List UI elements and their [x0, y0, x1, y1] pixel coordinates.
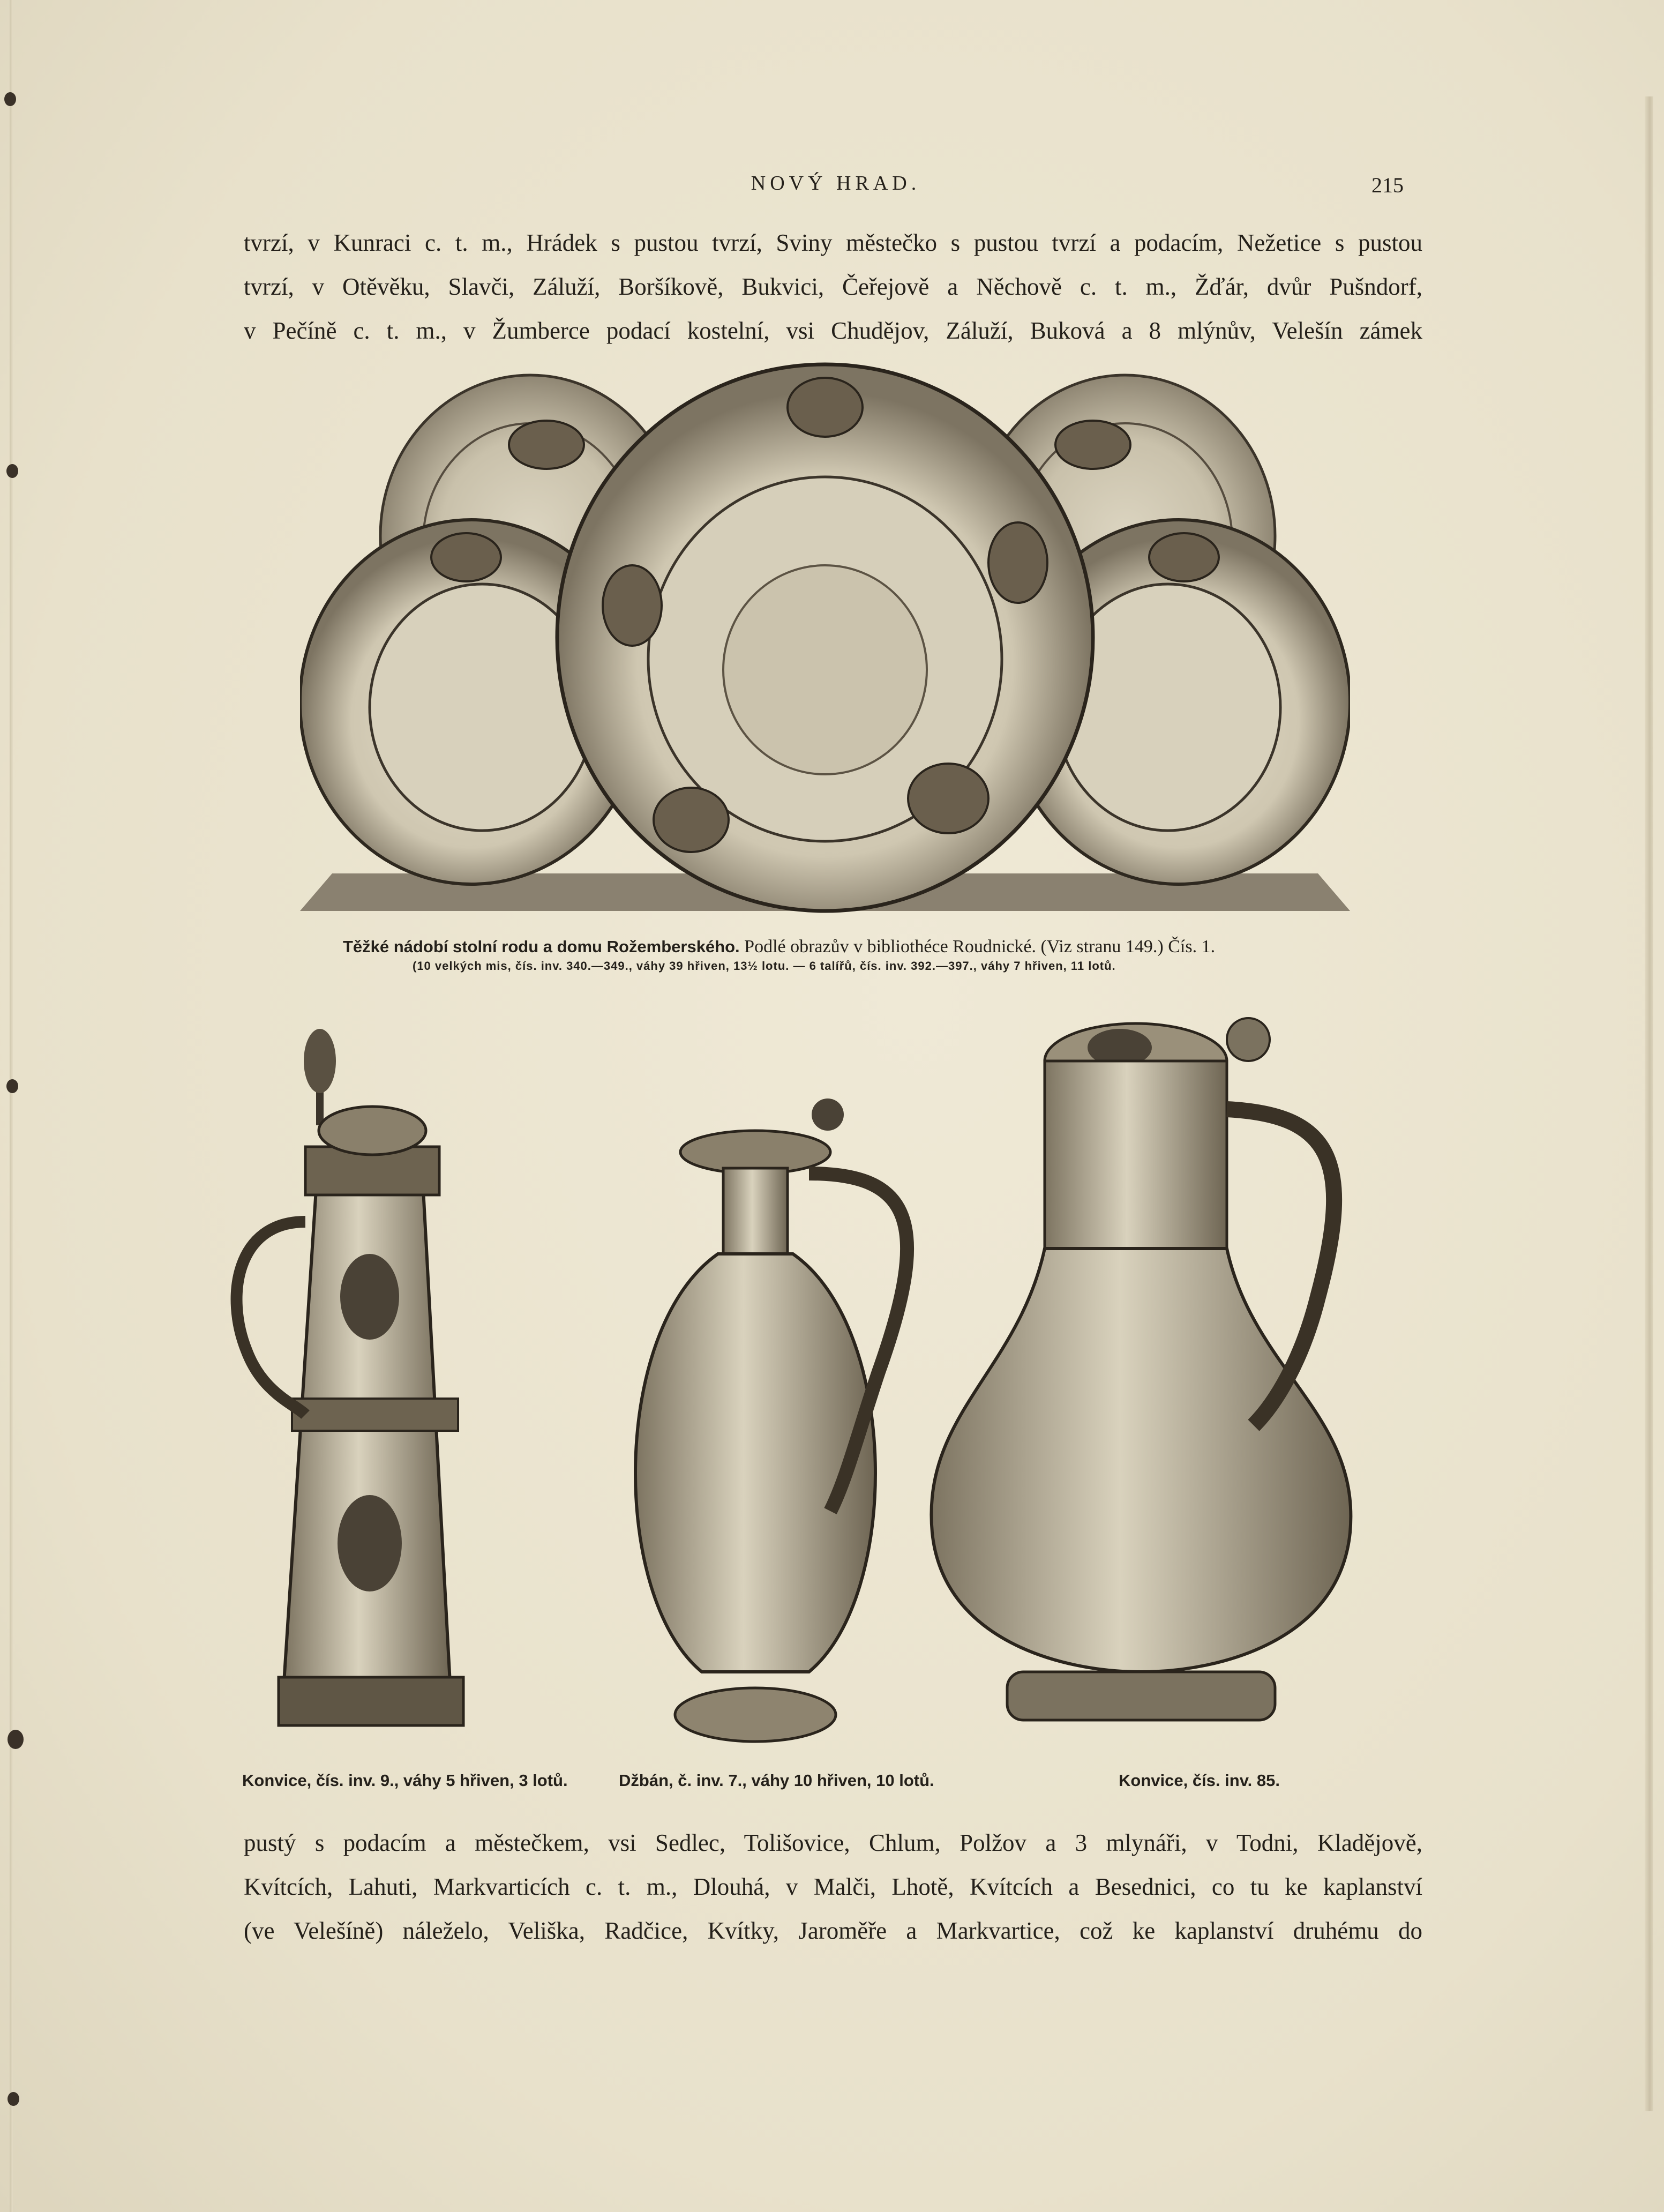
top-paragraph: [244, 221, 1422, 353]
tankard-drawing: [237, 1029, 463, 1725]
plates-caption-rest: Podlé obrazův v bibliothéce Roudnické. (Viz stranu 149.) Čís. 1.: [739, 937, 1216, 956]
text-line: tvrzí, v Kunraci c. t. m., Hrádek s pustou tvrzí, Sviny městečko s pustou tvrzí a podacím, Nežetice s pustou: [244, 229, 1422, 256]
binding-edge: [10, 0, 13, 2212]
running-title: NOVÝ HRAD.: [751, 172, 921, 195]
page-edge-shadow: [1645, 96, 1653, 2111]
plates-illustration: [300, 359, 1350, 916]
plates-caption-detail: (10 velkých mis, čís. inv. 340.—349., váhy 39 hřiven, 13½ lotu. — 6 talířů, čís. inv. 392.—397., váhy 7 hřiven, 11 lotů.: [413, 959, 1116, 973]
text-line: Kvítcích, Lahuti, Markvarticích c. t. m., Dlouhá, v Malči, Lhotě, Kvítcích a Besednici, co tu ke kaplanství: [244, 1873, 1422, 1900]
binding-mark: [8, 1730, 24, 1749]
text-line: v Pečíně c. t. m., v Žumberce podací kostelní, vsi Chudějov, Záluží, Buková a 8 mlýnův, Velešín zámek: [244, 317, 1422, 344]
plates-caption-bold: Těžké nádobí stolní rodu a domu Rožemberského.: [343, 937, 740, 956]
vessels-illustration: [204, 997, 1468, 1768]
page-number: 215: [1371, 173, 1404, 197]
jug-caption: Džbán, č. inv. 7., váhy 10 hřiven, 10 lotů.: [619, 1771, 934, 1790]
binding-mark: [8, 2092, 19, 2106]
text-line: pustý s podacím a městečkem, vsi Sedlec, Tolišovice, Chlum, Polžov a 3 mlynáři, v Todni, Kladějově,: [244, 1829, 1422, 1856]
binding-mark: [4, 92, 16, 106]
bottom-paragraph: [244, 1821, 1422, 1953]
jug-drawing: [635, 1098, 907, 1742]
binding-mark: [6, 464, 18, 478]
flagon-drawing: [931, 1018, 1351, 1720]
text-line: (ve Velešíně) náleželo, Veliška, Radčice, Kvítky, Jaroměře a Markvartice, což ke kaplanství druhému do: [244, 1917, 1422, 1944]
flagon-caption: Konvice, čís. inv. 85.: [1119, 1771, 1280, 1790]
plates-caption: [343, 937, 1323, 957]
tankard-caption: Konvice, čís. inv. 9., váhy 5 hřiven, 3 lotů.: [242, 1771, 568, 1790]
binding-mark: [6, 1079, 18, 1093]
text-line: tvrzí, v Otěvěku, Slavči, Záluží, Boršíkově, Bukvici, Čeřejově a Něchově c. t. m., Žďár, dvůr Pušndorf,: [244, 273, 1422, 300]
